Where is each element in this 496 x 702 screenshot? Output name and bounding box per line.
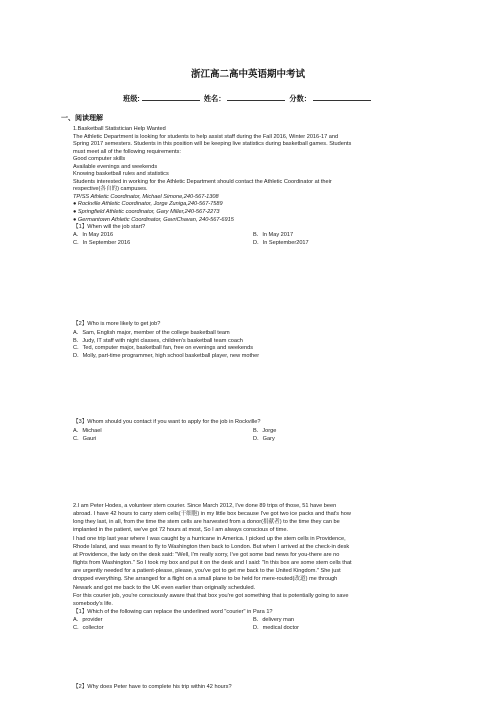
passage-line: implanted in the patient, we've got 72 hours at most, So I am always conscious of time. [73, 527, 288, 534]
passage-line: flights from Washington." So I took my box and put it on the desk and I said: "In this box are some stem cells that [73, 560, 352, 567]
name-label: 姓名： [203, 94, 226, 103]
option-d[interactable]: D．medical doctor [253, 624, 300, 631]
contact-line: ● Rockville Athletic Coordinator, Jorge Zuniga,240-567-7589 [73, 201, 223, 208]
passage-line: Knowing basketball rules and statistics [73, 171, 169, 178]
question-4-stem: 【1】Which of the following can replace the underlined word "courier" in Para 1? [73, 609, 273, 615]
section-heading: 一、阅读理解 [61, 115, 103, 122]
option-b[interactable]: B．Jorge [253, 428, 277, 434]
option-c[interactable]: C．collector [73, 624, 104, 631]
passage-line: are urgently needed for a patient-please, please, you've got to get me back to the United Kingdom." She just [73, 568, 341, 575]
option-b[interactable]: B．In May 2017 [253, 232, 294, 238]
score-label: 分数： [289, 94, 311, 103]
passage-line: 2.I am Peter Hodes, a volunteer stem courier. Since March 2012, I've done 89 trips of those, 51 have been [73, 503, 337, 509]
option-a[interactable]: A．Michael [73, 428, 102, 434]
passage-line: Spring 2017 semesters. Students in this position will be keeping live statistics during basketball games. Students [73, 141, 352, 148]
passage-line: abroad. I have 42 hours to carry stem cells(干细胞) in my little box because I've got two ice packs and that's how [73, 511, 351, 518]
class-blank[interactable] [142, 93, 200, 101]
question-5-stem: 【2】Why does Peter have to complete his trip within 42 hours? [73, 684, 232, 690]
passage-line: I had one trip last year where I was caught by a hurricane in America. I picked up the stem cells in Providence, [73, 535, 346, 542]
passage-line: Newark and got me back to the UK even earlier than originally scheduled. [73, 584, 256, 591]
passage-line: For this courier job, you're consciously aware that that box you're got something that is potentially going to save [73, 592, 349, 599]
question-2-options [73, 330, 433, 360]
passage-line: Students interested in working for the Athletic Department should contact the Athletic Coordinator at their [73, 178, 332, 185]
option-d[interactable]: D．Gary [253, 435, 275, 442]
option-d[interactable]: D．Molly, part-time programmer, high school basketball player, new mother [73, 352, 260, 359]
contact-line: ● Springfield Athletic coordinator, Gary Miller,240-567-2273 [73, 209, 220, 216]
option-b[interactable]: B．delivery man [253, 617, 295, 623]
option-a[interactable]: A．provider [73, 617, 103, 623]
contact-line: TP/SS Athletic Coordinator, Michael Simone,240-567-1308 [73, 193, 219, 200]
option-c[interactable]: C．In September 2016 [73, 239, 131, 246]
contact-line: ● Germantown Athletic Coordinator, GavriChavan, 240-567-6915 [73, 216, 234, 223]
option-a[interactable]: A．Sam, English major, member of the college basketball team [73, 330, 230, 336]
question-2-stem: 【2】Who is more likely to get job? [73, 321, 161, 327]
page-title: 浙江高二高中英语期中考试 [190, 69, 305, 80]
class-label: 班级: [123, 94, 140, 103]
passage-line: must meet all of the following requirements: [73, 148, 181, 155]
question-1-stem: 【1】When will the job start? [73, 224, 146, 230]
passage-line: Good computer skills [73, 156, 126, 163]
option-d[interactable]: D．In September2017 [253, 239, 309, 246]
passage-1 [73, 126, 433, 224]
passage-line: The Athletic Department is looking for students to help assist staff during the Fall 2016, Winter 2016-17 and [73, 133, 339, 140]
question-3-stem: 【3】Whom should you contact if you want to apply for the job in Rockville? [73, 419, 261, 425]
option-c[interactable]: C．Ted, computer major, basketball fan, free on evenings and weekends [73, 345, 254, 352]
option-a[interactable]: A．In May 2016 [73, 232, 114, 238]
option-c[interactable]: C．Gauri [73, 435, 97, 442]
score-blank[interactable] [313, 93, 371, 101]
question-1-options [73, 232, 433, 247]
passage-line: at Providence, the lady on the desk said: "Well, I'm really sorry, I've got some bad news for you-there are no [73, 551, 340, 558]
passage-line: Rhode Island, and was meant to fly to Washington then back to London. But when I arrived at the check-in desk [73, 543, 350, 550]
student-info-line [0, 93, 496, 104]
question-3-options [73, 428, 433, 443]
passage-line: respective(各自的) campuses. [73, 186, 148, 193]
question-4-options [73, 617, 433, 632]
passage-line: long they last, in all, from the time the stem cells are harvested from a donor(捐献者) to the time they can be [73, 519, 340, 526]
passage-line: dropped everything. She arranged for a flight on a small plane to be held for mere-routed(改道) me through [73, 576, 338, 583]
passage-2 [73, 502, 435, 608]
passage-line: 1.Basketball Statistician Help Wanted [73, 126, 166, 132]
passage-line: Available evenings and weekends [73, 163, 158, 170]
passage-line: somebody's life. [73, 600, 113, 607]
name-blank[interactable] [227, 93, 285, 101]
option-b[interactable]: B．Judy, IT staff with night classes, children's basketball team coach [73, 337, 243, 344]
